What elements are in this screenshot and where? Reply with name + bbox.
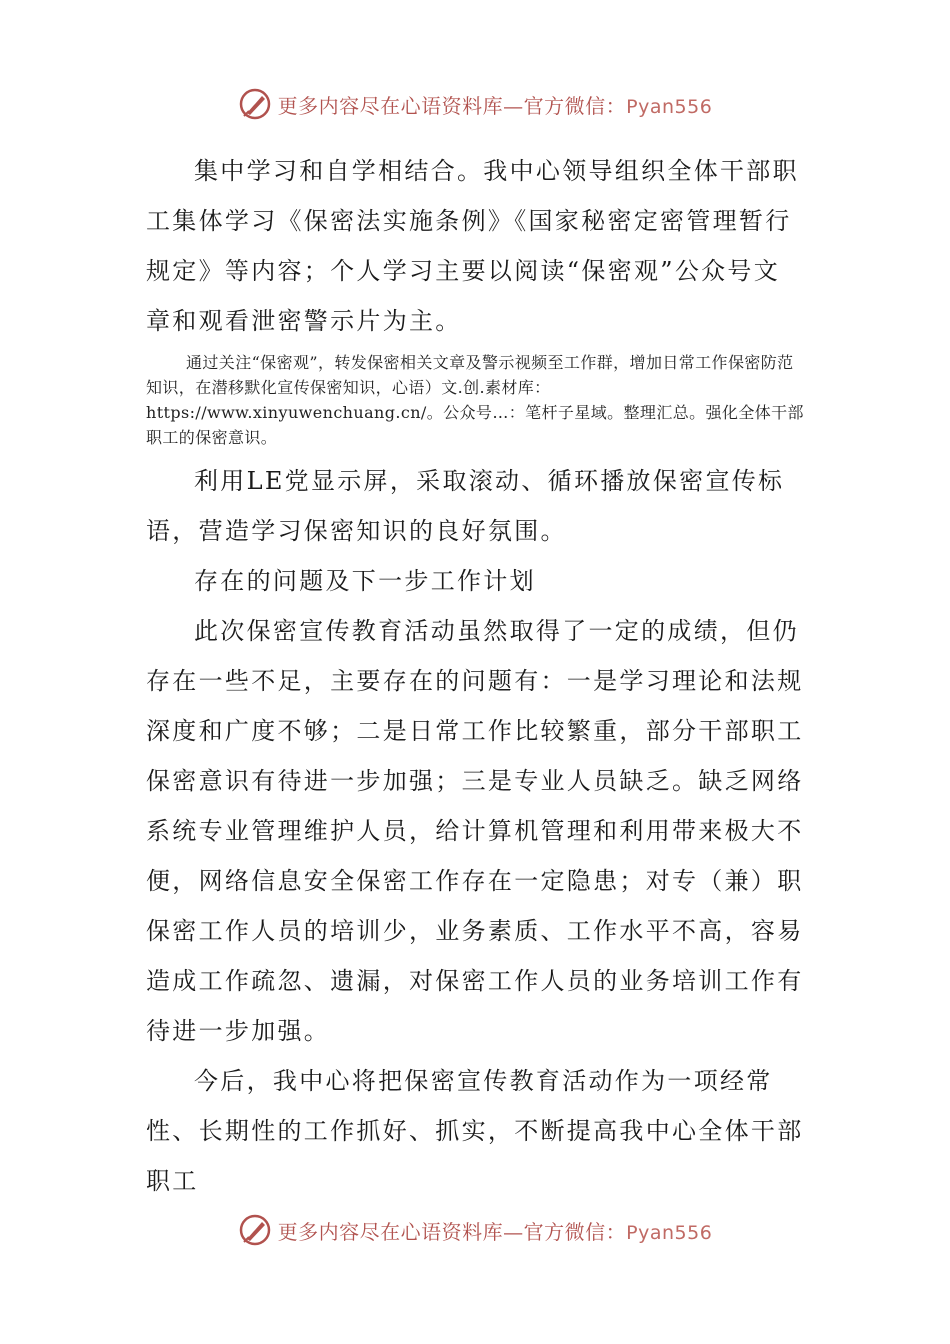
footer-banner <box>0 1210 950 1250</box>
paragraph: 利用LE党显示屏，采取滚动、循环播放保密宣传标语，营造学习保密知识的良好氛围。 <box>146 467 785 545</box>
paragraph-small: 通过关注“保密观”，转发保密相关文章及警示视频至工作群，增加日常工作保密防范知识，在潜移默化宣传保密知识，心语）文.创.素材库：https://www.xinyuwenchuang.cn/。公众号…：笔杆子星域。整理汇总。强化全体干部职工的保密意识。 <box>146 353 804 447</box>
document-body <box>146 146 804 1206</box>
paragraph: 今后，我中心将把保密宣传教育活动作为一项经常性、长期性的工作抓好、抓实，不断提高我中心全体干部职工 <box>146 1067 804 1195</box>
footer-banner-label: 更多内容尽在心语资料库—官方微信： <box>277 1219 627 1244</box>
paragraph: 集中学习和自学相结合。我中心领导组织全体干部职工集体学习《保密法实施条例》《国家秘密定密管理暂行规定》等内容；个人学习主要以阅读“保密观”公众号文章和观看泄密警示片为主。 <box>146 157 799 335</box>
header-banner <box>0 84 950 124</box>
header-wechat-id: Pyan556 <box>626 95 713 118</box>
header-banner-label: 更多内容尽在心语资料库—官方微信： <box>277 93 627 118</box>
footer-banner-text <box>278 1216 713 1245</box>
header-banner-text <box>278 90 713 119</box>
quill-pen-circle-icon <box>238 87 272 121</box>
footer-wechat-id: Pyan556 <box>626 1221 713 1244</box>
quill-pen-circle-icon <box>238 1213 272 1247</box>
paragraph: 此次保密宣传教育活动虽然取得了一定的成绩，但仍存在一些不足，主要存在的问题有：一是学习理论和法规深度和广度不够；二是日常工作比较繁重，部分干部职工保密意识有待进一步加强；三是专业人员缺乏。缺乏网络系统专业管理维护人员，给计算机管理和利用带来极大不便，网络信息安全保密工作存在一定隐患；对专（兼）职保密工作人员的培训少，业务素质、工作水平不高，容易造成工作疏忽、遗漏，对保密工作人员的业务培训工作有待进一步加强。 <box>146 617 804 1045</box>
section-heading: 存在的问题及下一步工作计划 <box>194 567 536 595</box>
